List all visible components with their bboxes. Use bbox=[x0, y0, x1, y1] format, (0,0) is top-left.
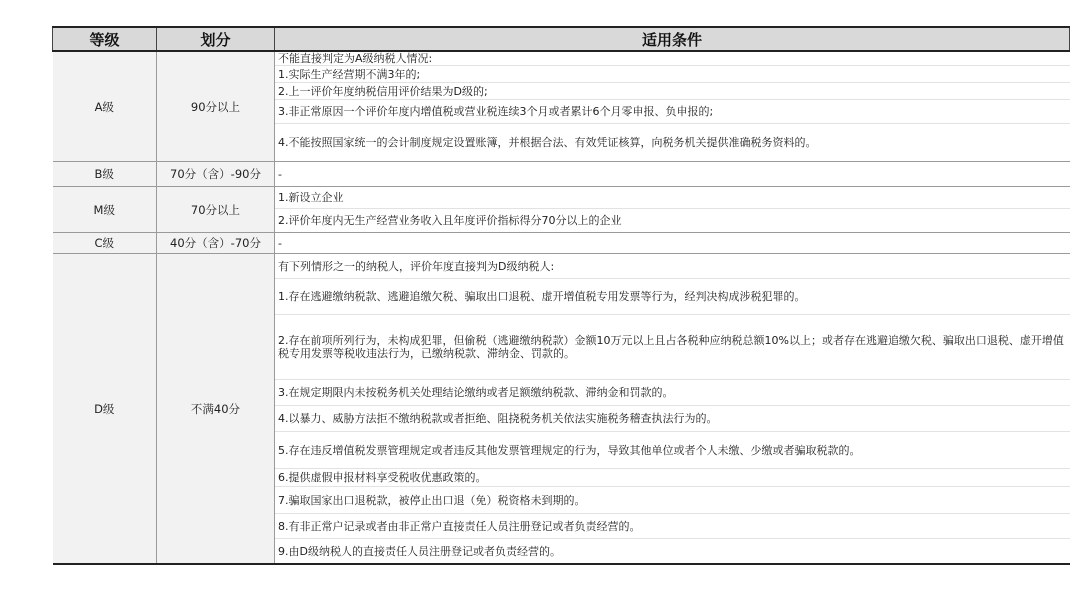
condition-line: 2.上一评价年度纳税信用评价结果为D级的; bbox=[275, 83, 1070, 100]
condition-line: - bbox=[278, 236, 282, 250]
table-row bbox=[53, 187, 1070, 233]
header-grade: 等级 bbox=[53, 27, 157, 51]
table-header-row bbox=[53, 27, 1070, 51]
condition-line: 不能直接判定为A级纳税人情况: bbox=[275, 52, 1070, 66]
conditions-cell bbox=[275, 254, 1070, 565]
condition-line: 3.在规定期限内未按税务机关处理结论缴纳或者足额缴纳税款、滞纳金和罚款的。 bbox=[275, 380, 1070, 406]
conditions-cell bbox=[275, 187, 1070, 233]
condition-line: 8.有非正常户记录或者由非正常户直接责任人员注册登记或者负责经营的。 bbox=[275, 514, 1070, 539]
condition-line: 6.提供虚假申报材料享受税收优惠政策的。 bbox=[275, 469, 1070, 487]
condition-line: 5.存在违反增值税发票管理规定或者违反其他发票管理规定的行为，导致其他单位或者个人未缴、少缴或者骗取税款的。 bbox=[275, 432, 1070, 469]
conditions-cell bbox=[275, 162, 1070, 187]
score-cell: 不满40分 bbox=[157, 254, 275, 565]
condition-line: 3.非正常原因一个评价年度内增值税或营业税连续3个月或者累计6个月零申报、负申报的; bbox=[275, 100, 1070, 124]
conditions-cell bbox=[275, 51, 1070, 162]
condition-line: 1.存在逃避缴纳税款、逃避追缴欠税、骗取出口退税、虚开增值税专用发票等行为，经判决构成涉税犯罪的。 bbox=[275, 279, 1070, 315]
condition-line: 9.由D级纳税人的直接责任人员注册登记或者负责经营的。 bbox=[278, 544, 561, 558]
table-row bbox=[53, 233, 1070, 254]
header-score: 划分 bbox=[157, 27, 275, 51]
condition-line: 4.不能按照国家统一的会计制度规定设置账簿，并根据合法、有效凭证核算，向税务机关提供准确税务资料的。 bbox=[278, 136, 817, 149]
condition-line: 1.新设立企业 bbox=[275, 187, 1070, 209]
condition-line: 7.骗取国家出口退税款，被停止出口退（免）税资格未到期的。 bbox=[275, 487, 1070, 514]
score-cell: 40分（含）-70分 bbox=[157, 233, 275, 254]
score-cell: 70分（含）-90分 bbox=[157, 162, 275, 187]
grade-cell: M级 bbox=[53, 187, 157, 233]
conditions-cell bbox=[275, 233, 1070, 254]
grade-cell: A级 bbox=[53, 51, 157, 162]
grade-cell: D级 bbox=[53, 254, 157, 565]
condition-line: 1.实际生产经营期不满3年的; bbox=[275, 66, 1070, 83]
condition-line: 4.以暴力、威胁方法拒不缴纳税款或者拒绝、阻挠税务机关依法实施税务稽查执法行为的。 bbox=[275, 406, 1070, 432]
credit-grade-table bbox=[52, 26, 1070, 565]
condition-line: 2.存在前项所列行为，未构成犯罪，但偷税（逃避缴纳税款）金额10万元以上且占各税种应纳税总额10%以上；或者存在逃避追缴欠税、骗取出口退税、虚开增值税专用发票等税收违法行为，已缴纳税款、滞纳金、罚款的。 bbox=[275, 315, 1070, 380]
grade-cell: B级 bbox=[53, 162, 157, 187]
condition-line: - bbox=[278, 167, 282, 181]
score-cell: 90分以上 bbox=[157, 51, 275, 162]
condition-line: 有下列情形之一的纳税人，评价年度直接判为D级纳税人: bbox=[275, 254, 1070, 279]
table-row bbox=[53, 162, 1070, 187]
table-row bbox=[53, 254, 1070, 565]
grade-cell: C级 bbox=[53, 233, 157, 254]
credit-grade-table-container bbox=[52, 26, 1069, 565]
score-cell: 70分以上 bbox=[157, 187, 275, 233]
condition-line: 2.评价年度内无生产经营业务收入且年度评价指标得分70分以上的企业 bbox=[278, 214, 622, 227]
table-row bbox=[53, 51, 1070, 162]
header-conditions: 适用条件 bbox=[275, 27, 1070, 51]
